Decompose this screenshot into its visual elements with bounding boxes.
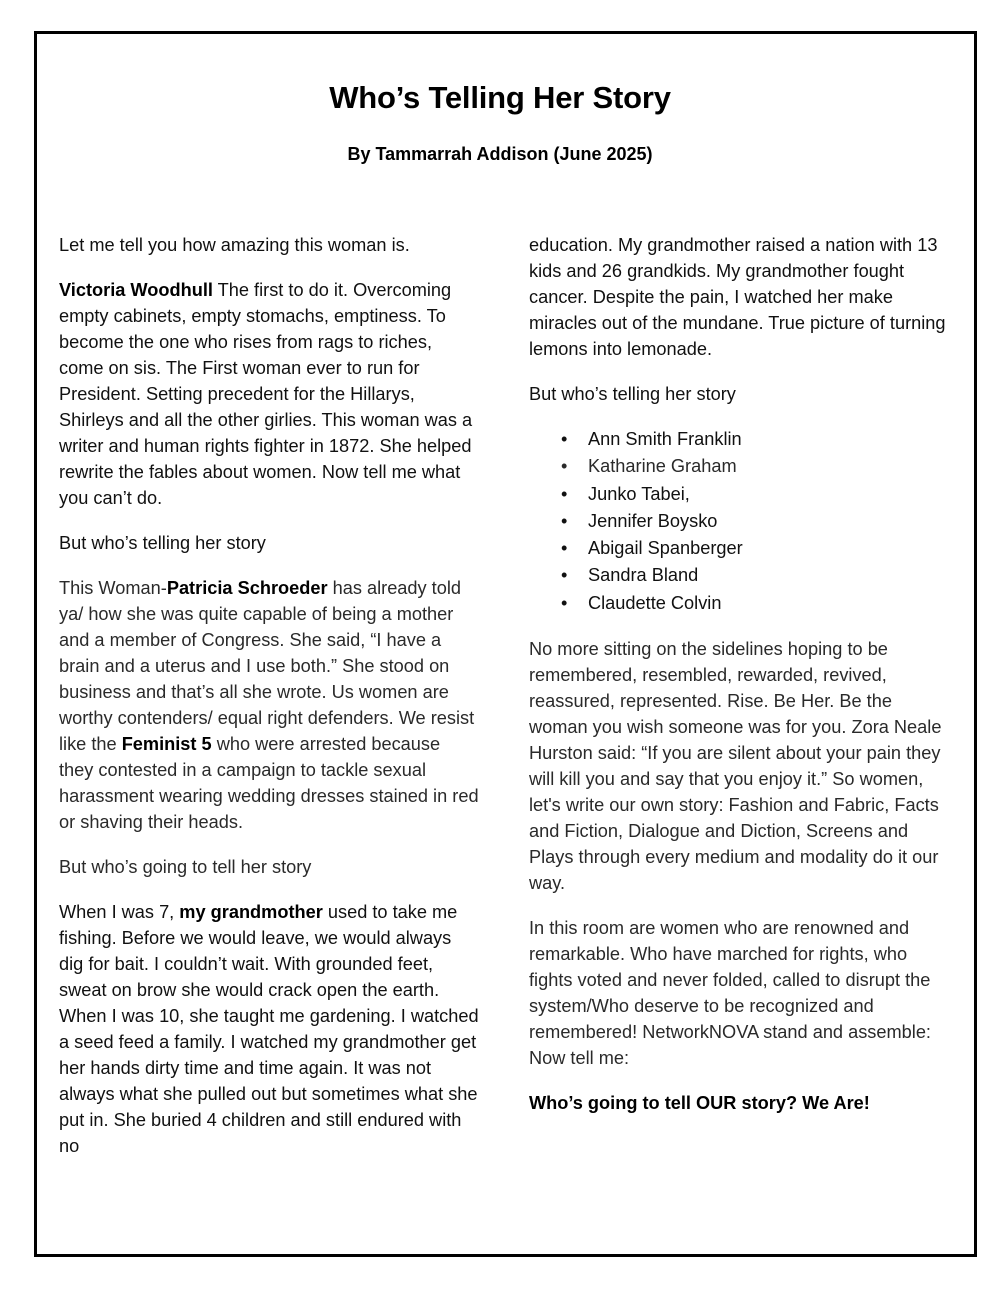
list-item	[529, 535, 954, 562]
grandmother-paragraph	[59, 899, 479, 1159]
list-item	[529, 562, 954, 589]
refrain-telling-2: But who’s telling her story	[529, 384, 736, 404]
room-paragraph: In this room are women who are renowned and remarkable. Who have marched for rights, who fights voted and never folded, called to disrupt the system/Who deserve to be recognized and remembered! NetworkNOVA stand and assemble: Now tell me:	[529, 918, 931, 1069]
grandmother-name: my grandmother	[179, 902, 323, 922]
women-names-list	[529, 426, 954, 617]
refrain-telling: But who’s telling her story	[59, 533, 266, 553]
schroeder-name: Patricia Schroeder	[166, 578, 328, 598]
schroeder-paragraph	[59, 575, 479, 835]
call-to-action-paragraph: No more sitting on the sidelines hoping to be remembered, resembled, rewarded, revived, reassured, represented. Rise. Be Her. Be the woman you wish someone was for you. Zora Neale Hurston said: “If you are silent about your pain they will kill you and say that you enjoy it.” So women, let's write our own story: Fashion and Fabric, Facts and Fiction, Dialogue and Diction, Screens and Plays through every medium and modality do it our way.	[529, 639, 942, 894]
intro-paragraph: Let me tell you how amazing this woman is.	[59, 235, 410, 255]
bullet-icon: •	[561, 510, 568, 531]
byline: By Tammarrah Addison (June 2025)	[347, 144, 653, 164]
list-item	[529, 590, 954, 617]
woodhull-name: Victoria Woodhull	[59, 280, 213, 300]
name-label: Claudette Colvin	[588, 592, 722, 613]
grandmother-prefix: When I was 7,	[59, 902, 180, 922]
name-label: Abigail Spanberger	[588, 538, 743, 559]
feminist-5: Feminist 5	[121, 734, 212, 754]
name-label: Junko Tabei,	[588, 483, 690, 504]
woodhull-paragraph	[59, 277, 479, 511]
list-item	[529, 508, 954, 535]
refrain-going-to-tell: But who’s going to tell her story	[59, 857, 312, 877]
name-label: Katharine Graham	[588, 456, 737, 477]
name-label: Jennifer Boysko	[588, 510, 718, 531]
name-label: Ann Smith Franklin	[588, 429, 742, 449]
bullet-icon: •	[561, 538, 568, 559]
bullet-icon: •	[561, 456, 568, 477]
left-column	[59, 232, 479, 1178]
list-item	[529, 426, 954, 453]
name-label: Sandra Bland	[588, 565, 699, 586]
woodhull-text: The first to do it. Overcoming empty cabinets, empty stomachs, emptiness. To become the one who rises from rags to riches, come on sis. The First woman ever to run for President. Setting precedent for the Hillarys, Shirleys and all the other girlies. This woman was a writer and human rights fighter in 1872. She helped rewrite the fables about women. Now tell me what you can’t do.	[59, 280, 473, 508]
grandmother-continued: education. My grandmother raised a nation with 13 kids and 26 grandkids. My grandmother fought cancer. Despite the pain, I watched her make miracles out of the mundane. True picture of turning lemons into lemonade.	[529, 235, 946, 359]
grandmother-text: used to take me fishing. Before we would leave, we would always dig for bait. I couldn’t wait. With grounded feet, sweat on brow she would crack open the earth. When I was 10, she taught me gardening. I watched a seed feed a family. I watched my grandmother get her hands dirty time and time again. It was not always what she pulled out but sometimes what she put in. She buried 4 children and still endured with no	[59, 902, 479, 1156]
schroeder-prefix: This Woman-	[59, 578, 167, 598]
schroeder-text-2: who were arrested because they contested in a campaign to tackle sexual harassment wearing wedding dresses stained in red or shaving their heads.	[59, 734, 479, 832]
bullet-icon: •	[561, 565, 568, 586]
closing-line: Who’s going to tell OUR story? We Are!	[529, 1093, 870, 1114]
bullet-icon: •	[561, 483, 568, 504]
bullet-icon: •	[561, 429, 568, 449]
list-item	[529, 481, 954, 508]
bullet-icon: •	[561, 592, 568, 613]
document-title: Who’s Telling Her Story	[329, 80, 671, 115]
schroeder-text-1: has already told ya/ how she was quite capable of being a mother and a member of Congress. She said, “I have a brain and a uterus and I use both.” She stood on business and that’s all she wrote. Us women are worthy contenders/ equal right defenders. We resist like the	[59, 578, 475, 754]
list-item	[529, 453, 954, 480]
right-column	[529, 232, 954, 1135]
